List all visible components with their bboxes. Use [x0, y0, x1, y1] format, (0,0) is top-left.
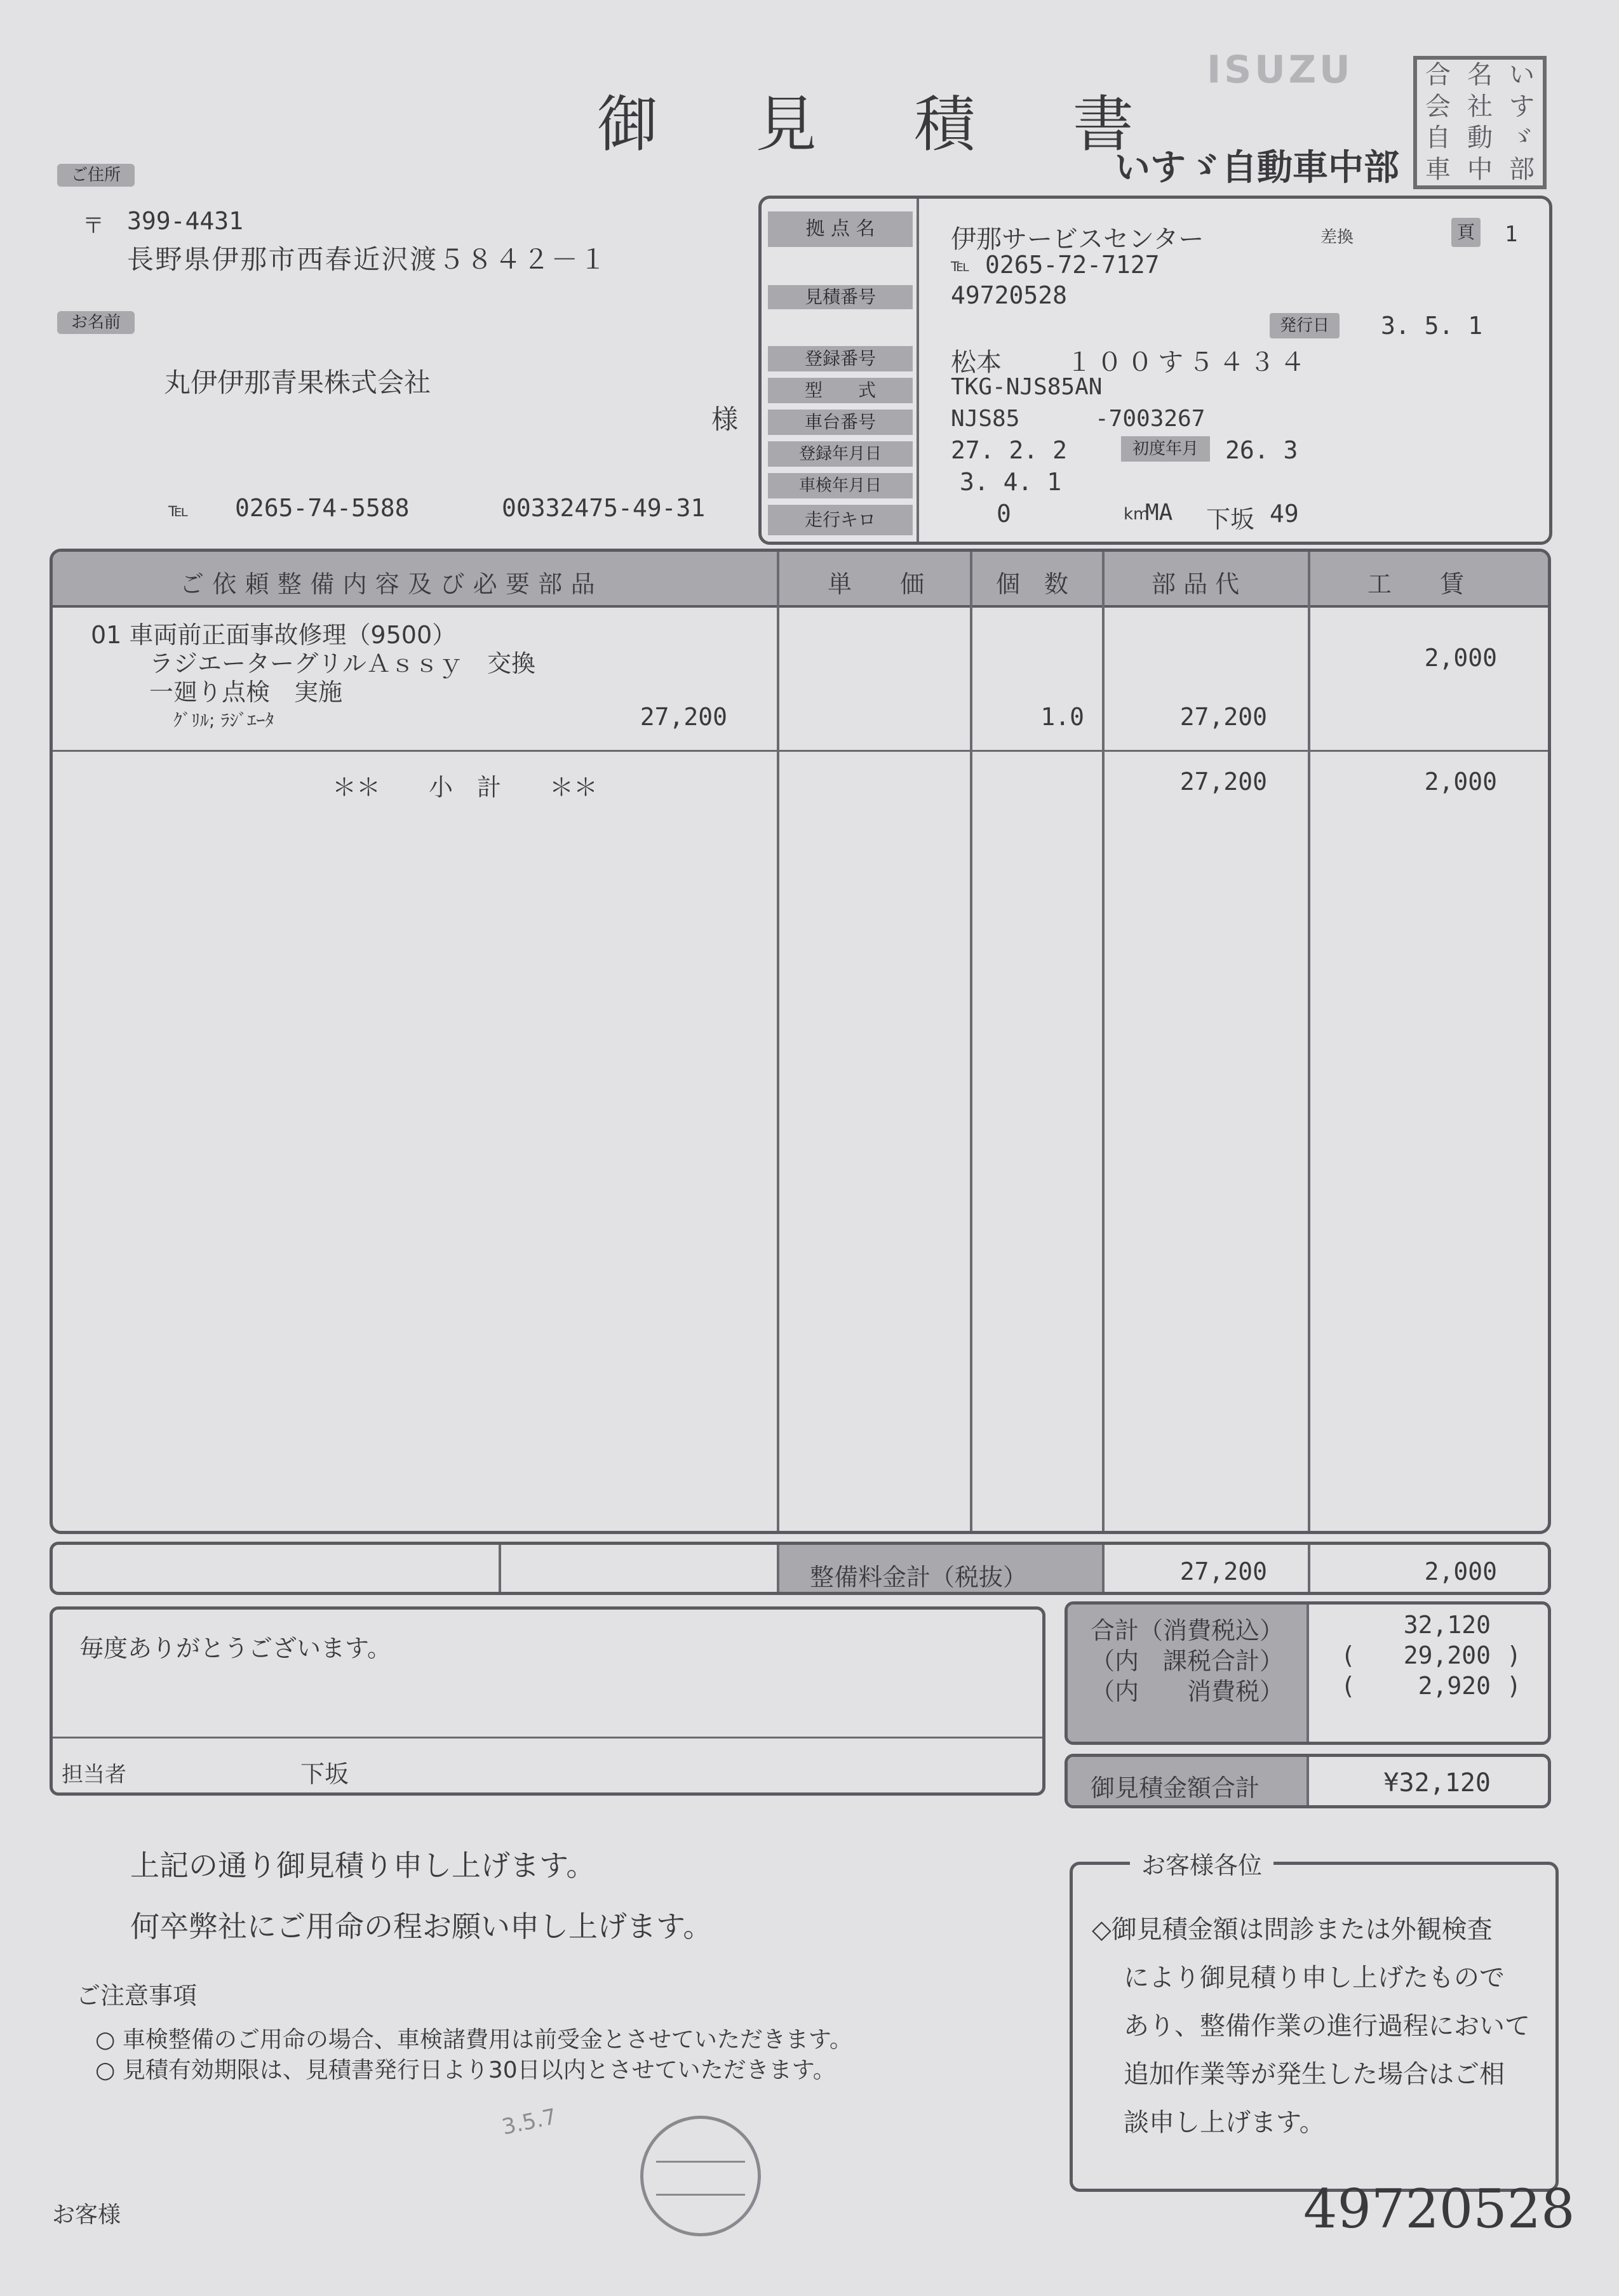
- chassis-prefix: NJS85: [951, 406, 1020, 432]
- customer-tel-mark: ℡: [168, 499, 189, 521]
- service-total-labor: 2,000: [1424, 1558, 1497, 1585]
- notice-line: ◇御見積金額は問診または外観検査: [1092, 1915, 1493, 1944]
- company-name: いすゞ自動車中部: [1115, 147, 1399, 189]
- reg-area: 松本: [951, 348, 1002, 377]
- customer-account: 00332475-49-31: [502, 494, 706, 522]
- table-row: 一廻り点検 実施: [149, 678, 343, 706]
- chassis-serial: -7003267: [1095, 406, 1206, 432]
- row-parts-cost: 27,200: [1179, 703, 1267, 731]
- notice-line: 追加作業等が発生した場合はご相: [1124, 2060, 1505, 2089]
- mileage-unit: km: [1124, 505, 1150, 524]
- sum-value-tax: 2,920: [1418, 1672, 1491, 1700]
- issue-date-label: 発行日: [1270, 313, 1340, 338]
- header-quantity: 個 数: [996, 570, 1069, 598]
- first-reg-label: 初度年月: [1121, 436, 1210, 462]
- staff-number: 49: [1270, 500, 1299, 528]
- postal-code: 399-4431: [127, 207, 244, 235]
- sum-value-total: 32,120: [1403, 1611, 1491, 1639]
- inspection-date: 3. 4. 1: [960, 468, 1062, 496]
- staff-name: 下坂: [300, 1760, 349, 1788]
- page-label: 頁: [1451, 218, 1481, 247]
- customer-address: 長野県伊那市西春近沢渡５８４２－１: [127, 244, 608, 275]
- notes-title: ご注意事項: [76, 1982, 198, 2010]
- handwritten-note: 3.5.7: [499, 2104, 559, 2140]
- honorific: 様: [711, 404, 739, 435]
- subtotal-labor: 2,000: [1424, 768, 1497, 796]
- receipt-stamp: [640, 2116, 761, 2236]
- label-inspection-date: 車検年月日: [768, 473, 913, 498]
- branch-name: 伊那サービスセンター: [951, 225, 1204, 254]
- label-mileage: 走行キロ: [768, 505, 913, 535]
- issue-date: 3. 5. 1: [1381, 312, 1483, 340]
- staff-label: 担当者: [62, 1762, 126, 1787]
- mileage: 0: [997, 500, 1011, 528]
- page-number: 1: [1505, 222, 1518, 247]
- estimate-number: 49720528: [951, 281, 1068, 309]
- exchange-label: 差換: [1320, 228, 1354, 247]
- sum-label-tax: （内 消費税）: [1091, 1678, 1284, 1705]
- thanks-message: 毎度ありがとうございます。: [79, 1634, 391, 1662]
- postal-mark: 〒: [83, 213, 104, 239]
- customer-tel: 0265-74-5588: [235, 494, 410, 522]
- notice-line: あり、整備作業の進行過程において: [1124, 2012, 1530, 2041]
- subtotal-label: ＊＊ 小 計 ＊＊: [332, 773, 598, 801]
- customer-notice-title: お客様各位: [1130, 1846, 1273, 1881]
- service-total-bar: [50, 1542, 1551, 1595]
- sum-label-taxable: （内 課税合計）: [1091, 1647, 1284, 1675]
- table-row: ラジエーターグリルＡｓｓｙ 交換: [149, 650, 536, 677]
- items-table: [50, 549, 1551, 1534]
- row-labor: 2,000: [1424, 644, 1497, 672]
- customer-name: 丸伊伊那青果株式会社: [164, 367, 431, 398]
- branch-tel-mark: ℡: [951, 255, 971, 276]
- notice-line: 談申し上げます。: [1124, 2108, 1325, 2137]
- reg-number: １００す５４３４: [1066, 348, 1310, 377]
- branch-tel: 0265-72-7127: [985, 251, 1160, 279]
- brand-logo: ISUZU: [1207, 48, 1354, 92]
- notice-line: により御見積り申し上げたもので: [1124, 1963, 1505, 1992]
- customer-notice-box: [1070, 1852, 1559, 2192]
- closing-line-2: 何卒弊社にご用命の程お願い申し上げます。: [130, 1909, 713, 1944]
- document-number: 49720528: [1303, 2178, 1575, 2240]
- staff-name-info: 下坂: [1206, 505, 1255, 533]
- label-branch: 拠 点 名: [768, 211, 913, 247]
- service-total-parts: 27,200: [1179, 1558, 1267, 1585]
- registration-date: 27. 2. 2: [951, 436, 1068, 464]
- name-label: お名前: [57, 311, 135, 334]
- label-reg-no: 登録番号: [768, 346, 913, 371]
- header-unit-price: 単 価: [828, 570, 925, 598]
- document-title: 御 見 積 書: [597, 89, 1152, 160]
- message-box: [50, 1606, 1045, 1796]
- company-seal: 合 名 い 会 社 す 自 動 ゞ 車 中 部: [1413, 56, 1547, 189]
- label-reg-date: 登録年月日: [768, 441, 913, 467]
- customer-copy-label: お客様: [52, 2202, 121, 2228]
- vehicle-info-box: [758, 196, 1552, 545]
- header-labor: 工 賃: [1367, 570, 1465, 598]
- staff-code: MA: [1145, 500, 1173, 526]
- tax-summary-box: 合計（消費税込） （内 課税合計） （内 消費税） ( ( 32,120 29,200 2,920 ) ): [1065, 1601, 1551, 1745]
- note-item: ○ 車検整備のご用命の場合、車検諸費用は前受金とさせていただきます。: [95, 2027, 852, 2053]
- header-parts-cost: 部 品 代: [1152, 570, 1240, 598]
- label-chassis: 車台番号: [768, 410, 913, 435]
- table-row: ｸﾞﾘﾙ; ﾗｼﾞｴｰﾀ: [173, 710, 274, 731]
- note-item: ○ 見積有効期限は、見積書発行日より30日以内とさせていただきます。: [95, 2057, 836, 2083]
- sum-value-taxable: 29,200: [1403, 1641, 1491, 1669]
- closing-line-1: 上記の通り御見積り申し上げます。: [130, 1848, 596, 1883]
- first-reg-date: 26. 3: [1225, 436, 1298, 464]
- estimate-total-label: 御見積金額合計: [1091, 1774, 1260, 1802]
- model-code: TKG-NJS85AN: [951, 374, 1103, 400]
- label-model: 型 式: [768, 378, 913, 403]
- address-label: ご住所: [57, 164, 135, 187]
- row-quantity: 1.0: [1040, 703, 1084, 731]
- estimate-total-value: ¥32,120: [1383, 1768, 1491, 1798]
- subtotal-parts: 27,200: [1179, 768, 1267, 796]
- estimate-total-box: [1065, 1754, 1551, 1808]
- header-description: ご依頼整備内容及び必要部品: [180, 570, 603, 598]
- label-estimate-no: 見積番号: [768, 285, 913, 309]
- row-unit-price: 27,200: [640, 703, 727, 731]
- table-row: 01 車両前正面事故修理（9500）: [91, 621, 457, 649]
- sum-label-total: 合計（消費税込）: [1091, 1617, 1284, 1645]
- service-total-label: 整備料金計（税抜）: [810, 1563, 1028, 1591]
